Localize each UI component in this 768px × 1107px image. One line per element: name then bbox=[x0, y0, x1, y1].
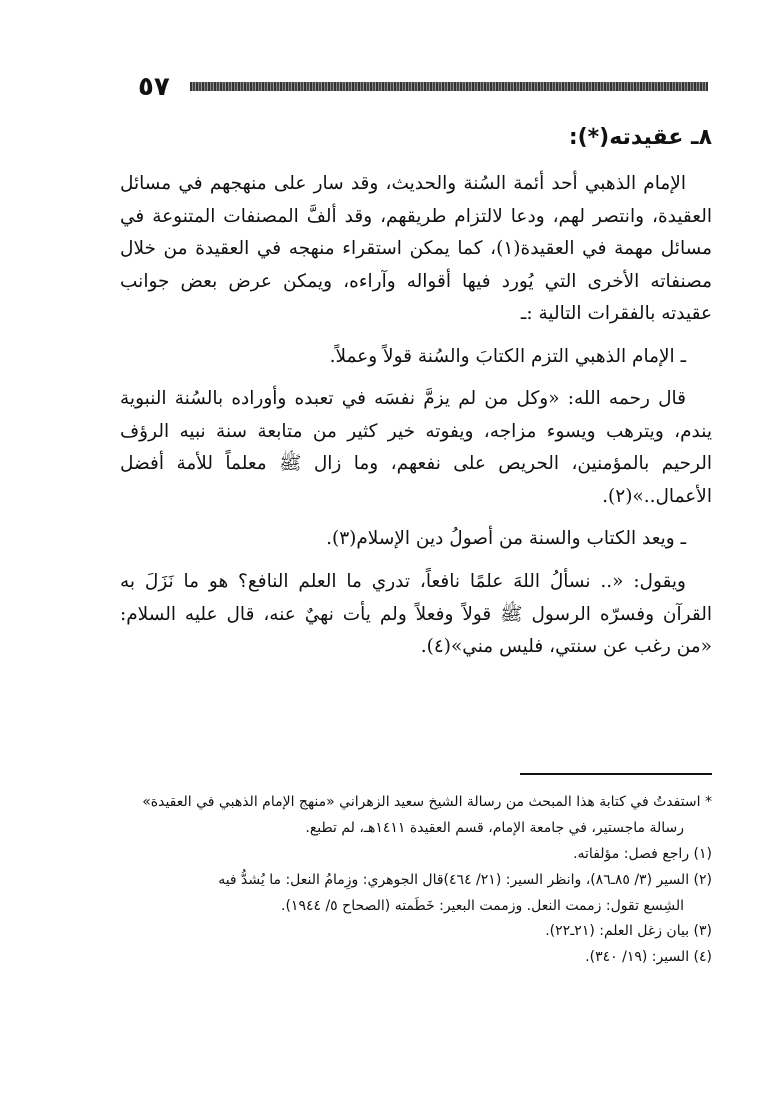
footnotes bbox=[120, 790, 712, 971]
paragraph-quote-2: ويقول: «.. نسألُ اللهَ علمًا نافعاً، تدري ما العلم النافع؟ هو ما نَزَلَ به القرآن وفسرّه الرسول ﷺ قولاً وفعلاً ولم يأت نهيٌ عنه، قال عليه السلام: «من رغب عن سنتي، فليس مني»(٤). bbox=[120, 571, 712, 658]
paragraph-quote-1: قال رحمه الله: «وكل من لم يزمَّ نفسَه في تعبده وأوراده بالسُنة النبوية يندم، ويترهب ويسوء مزاجه، ويفوته خير كثير من متابعة سنة نبيه الرؤف الرحيم بالمؤمنين، الحريص على نفعهم، وما زال ﷺ معلماً للأمة أفضل الأعمال..»(٢). bbox=[120, 388, 712, 507]
page-number: ٥٧ bbox=[138, 72, 170, 102]
footnote-2-cont: الشِسع تقول: زممت النعل. وزممت البعير: خَطَمته (الصحاح ٥/ ١٩٤٤). bbox=[281, 897, 684, 914]
section-heading: ٨ـ عقيدته(*): bbox=[568, 125, 712, 150]
footnote-4: (٤) السير: (١٩/ ٣٤٠). bbox=[585, 949, 712, 966]
footnote-star-cont: رسالة ماجستير، في جامعة الإمام، قسم العقيدة ١٤١١هـ، لم تطبع. bbox=[305, 819, 684, 836]
header-rule bbox=[190, 82, 708, 91]
footnote-rule bbox=[520, 773, 712, 775]
paragraph-point-1: ـ الإمام الذهبي التزم الكتابَ والسُنة قولاً وعملاً. bbox=[329, 345, 686, 367]
footnote-star: * استفدتُ في كتابة هذا المبحث من رسالة الشيخ سعيد الزهراني «منهج الإمام الذهبي في العقيدة» bbox=[142, 794, 712, 810]
footnote-2: (٢) السير (٣/ ٨٥ـ٨٦)، وانظر السير: (٢١/ ٤٦٤)قال الجوهري: وزِمامُ النعل: ما يُشدُّ فيه bbox=[218, 871, 712, 888]
footnote-1: (١) راجع فصل: مؤلفاته. bbox=[573, 845, 712, 862]
footnote-3: (٣) بيان زغل العلم: (٢١ـ٢٢). bbox=[545, 923, 712, 940]
paragraph-intro: الإمام الذهبي أحد أئمة السُنة والحديث، وقد سار على منهجهم في مسائل العقيدة، وانتصر لهم، ودعا لالتزام طريقهم، وقد ألفَّ المصنفات المتنوعة في مسائل مهمة في العقيدة(١)، كما يمكن استقراء منهجه في العقيدة من خلال مصنفاته الأخرى التي يُورد فيها أقواله وآراءه، ويمكن عرض بعض جوانب عقيدته بالفقرات التالية :ـ bbox=[120, 173, 712, 325]
main-text bbox=[120, 125, 712, 674]
paragraph-point-2: ـ ويعد الكتاب والسنة من أصولُ دين الإسلام(٣). bbox=[326, 528, 686, 550]
